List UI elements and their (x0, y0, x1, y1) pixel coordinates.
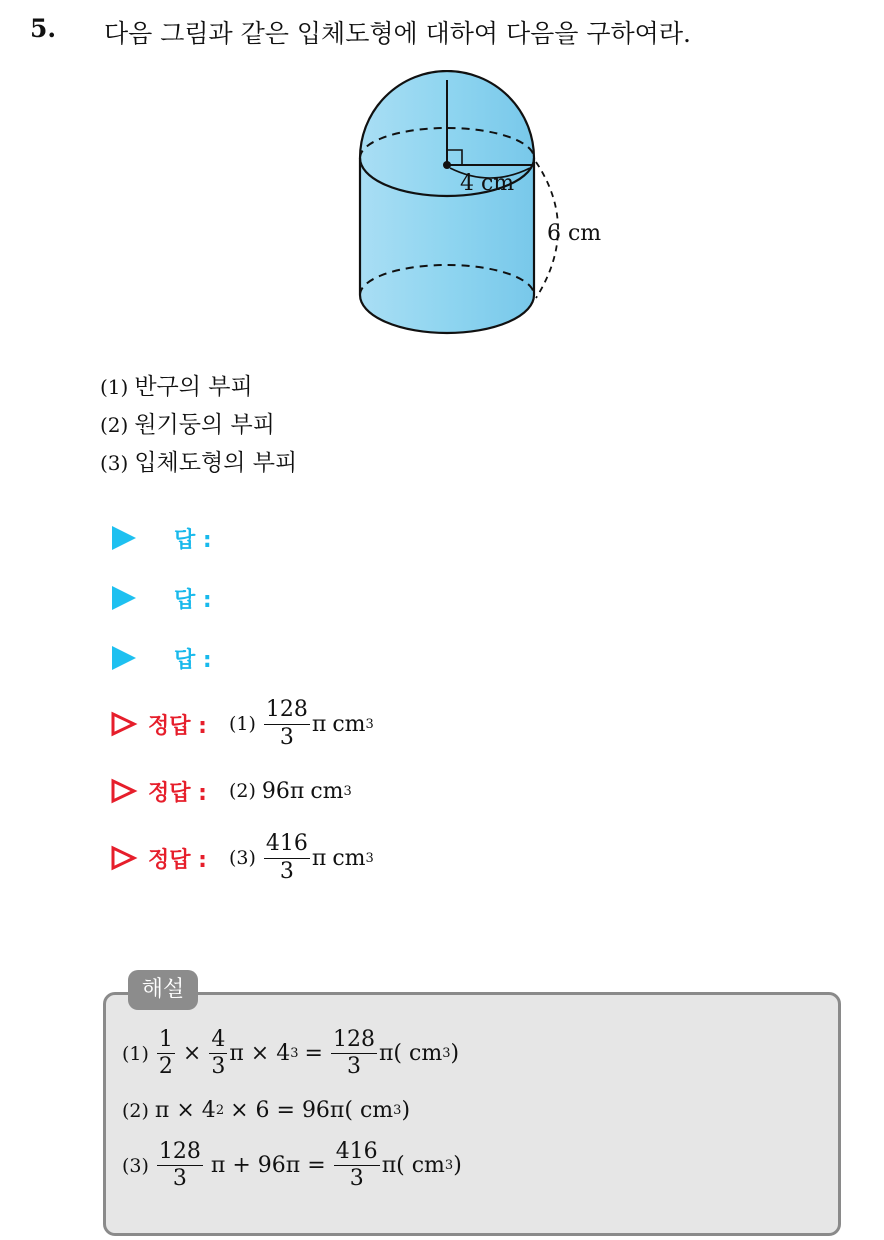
triangle-icon (112, 526, 136, 550)
height-label: 6 cm (547, 221, 602, 246)
answer-key-label: 정답 : (148, 713, 207, 739)
sub-question-1: (1) 반구의 부피 (100, 374, 253, 400)
solution-line-3: (3) $\frac{128}{3}$ π + 96π = $\frac{416}{3}$ π( cm 3 ) (122, 1139, 462, 1192)
question-text: 다음 그림과 같은 입체도형에 대하여 다음을 구하여라. (104, 19, 691, 48)
sub-question-2: (2) 원기둥의 부피 (100, 412, 275, 438)
triangle-outline-icon (110, 845, 138, 871)
answer-key-value: (1) $\frac{128}{3}$ π cm 3 (228, 697, 374, 750)
answer-key-label: 정답 : (148, 847, 207, 873)
answer-row-2[interactable] (112, 578, 212, 618)
solution-line-1: (1) $\frac{1}{2}$ × $\frac{4}{3}$ π × 4 3 = $\frac{128}{3}$ π( cm 3 ) (122, 1027, 460, 1080)
answer-key-value: (2) 96π cm 3 (228, 778, 352, 804)
triangle-outline-icon (110, 778, 138, 804)
radius-label: 4 cm (460, 171, 515, 196)
solid-figure (340, 70, 620, 344)
solution-tab: 해설 (128, 970, 198, 1010)
question-number: 5. (30, 14, 57, 43)
answer-key-2 (110, 759, 352, 823)
answer-label: 답 : (174, 527, 212, 553)
cylinder-hemisphere-diagram (340, 70, 620, 340)
triangle-outline-icon (110, 711, 138, 737)
answer-key-1 (110, 692, 374, 756)
answer-label: 답 : (174, 587, 212, 613)
triangle-icon (112, 586, 136, 610)
sub-question-3: (3) 입체도형의 부피 (100, 450, 298, 476)
answer-row-3[interactable] (112, 638, 212, 678)
solution-line-2: (2) π × 4 2 × 6 = 96π( cm 3 ) (122, 1098, 411, 1123)
answer-key-label: 정답 : (148, 780, 207, 806)
answer-label: 답 : (174, 647, 212, 673)
answer-key-3 (110, 826, 374, 890)
triangle-icon (112, 646, 136, 670)
answer-key-value: (3) $\frac{416}{3}$ π cm 3 (228, 831, 374, 884)
answer-row-1[interactable] (112, 518, 212, 558)
